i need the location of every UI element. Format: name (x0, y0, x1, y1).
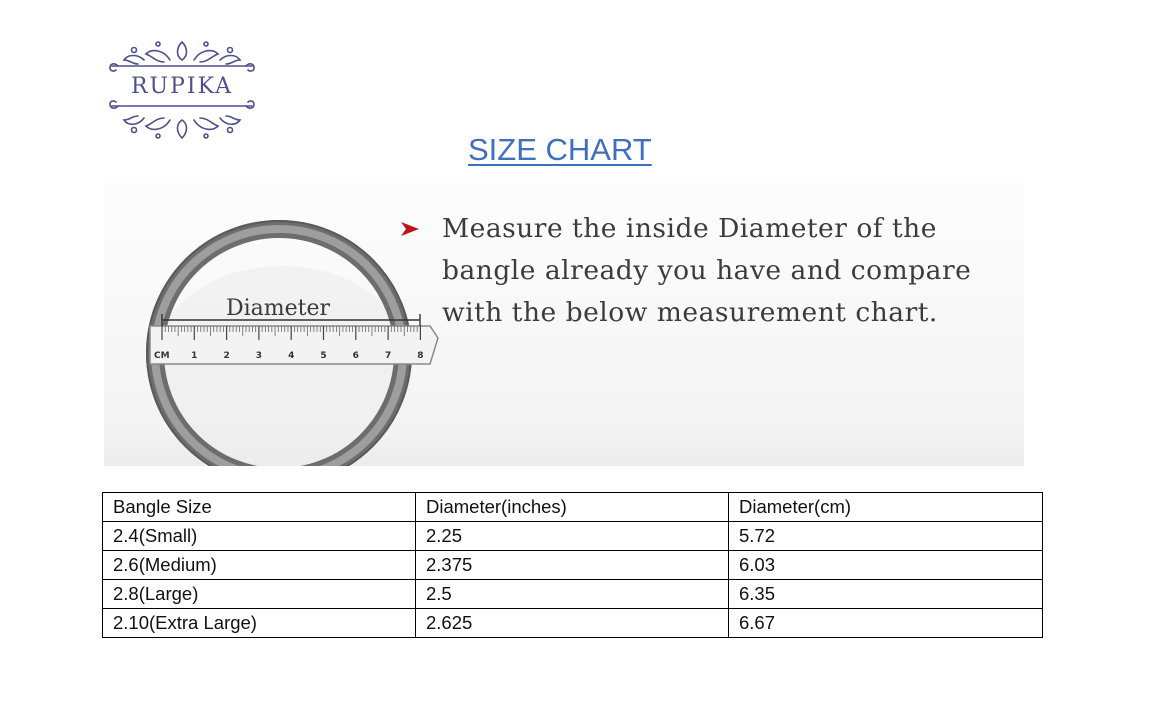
cell-diameter-cm: 6.03 (729, 551, 1043, 580)
cell-diameter-inches: 2.25 (416, 522, 729, 551)
instruction-text (442, 208, 1042, 334)
ruler-number: 5 (320, 351, 327, 361)
cell-diameter-cm: 6.35 (729, 580, 1043, 609)
table-row (103, 522, 1043, 551)
ruler-number: 2 (223, 351, 230, 361)
ruler-unit-label: CM (154, 351, 170, 361)
ruler-number: 6 (352, 351, 359, 361)
cell-bangle-size: 2.4(Small) (103, 522, 416, 551)
logo-brand-text: RUPIKA (130, 74, 234, 99)
cell-bangle-size: 2.8(Large) (103, 580, 416, 609)
header-diameter-inches: Diameter(inches) (416, 493, 729, 522)
ruler-number: 4 (288, 351, 295, 361)
diameter-label: Diameter (225, 296, 331, 321)
instruction-line: bangle already you have and compare (442, 255, 972, 286)
rupika-logo (104, 34, 260, 146)
ruler-number: 1 (191, 351, 198, 361)
table-header-row (103, 493, 1043, 522)
page-title: SIZE CHART (468, 132, 652, 167)
cell-diameter-inches: 2.5 (416, 580, 729, 609)
cell-diameter-inches: 2.375 (416, 551, 729, 580)
instruction-line: Measure the inside Diameter of the (442, 213, 937, 244)
cell-bangle-size: 2.10(Extra Large) (103, 609, 416, 638)
ruler-number: 3 (255, 351, 263, 361)
size-table (102, 492, 1043, 638)
table-row (103, 551, 1043, 580)
red-arrow-icon (400, 219, 420, 239)
ruler-number: 8 (417, 351, 424, 361)
table-row (103, 609, 1043, 638)
cell-diameter-inches: 2.625 (416, 609, 729, 638)
cell-diameter-cm: 6.67 (729, 609, 1043, 638)
cell-diameter-cm: 5.72 (729, 522, 1043, 551)
header-bangle-size: Bangle Size (103, 493, 416, 522)
ruler-number: 7 (384, 351, 392, 361)
instruction-line: with the below measurement chart. (442, 297, 938, 328)
header-diameter-cm: Diameter(cm) (729, 493, 1043, 522)
cell-bangle-size: 2.6(Medium) (103, 551, 416, 580)
table-row (103, 580, 1043, 609)
